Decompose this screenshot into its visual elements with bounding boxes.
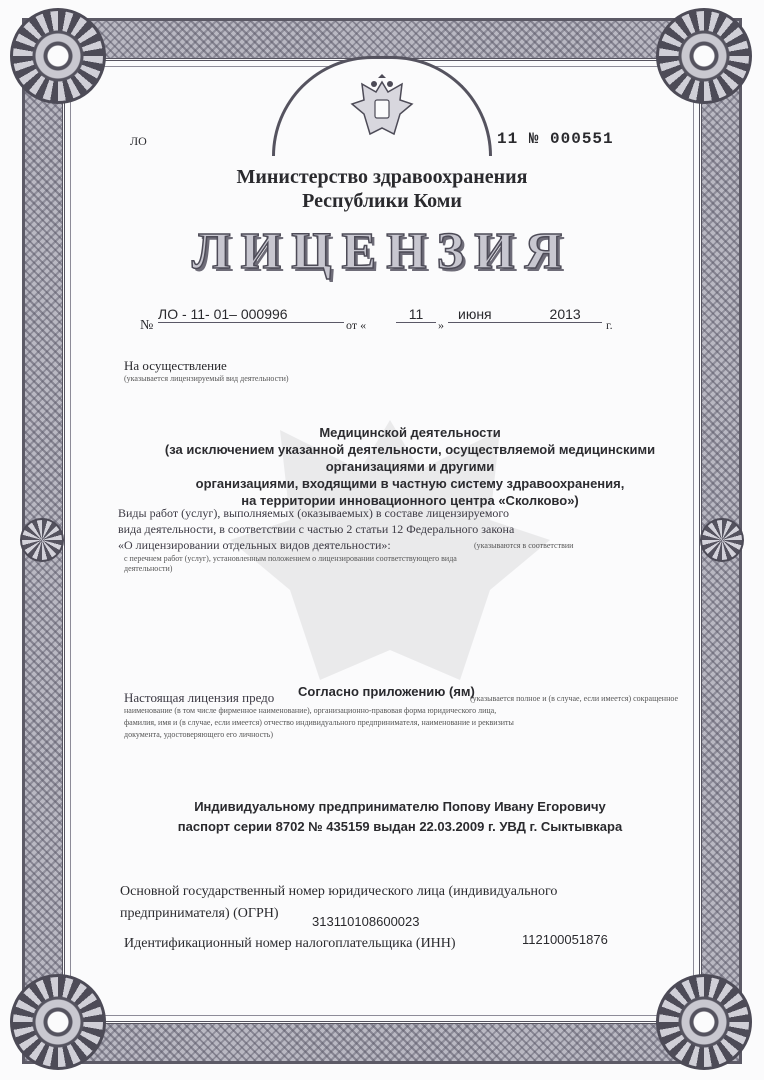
works-line2: вида деятельности, в соответствии с частью 2 статьи 12 Федерального закона	[118, 522, 515, 536]
activity-line: Медицинской деятельности	[319, 425, 501, 440]
ogrn-label-line1: Основной государственный номер юридического лица (индивидуального	[120, 884, 558, 899]
appendix-reference: Согласно приложению (ям)	[298, 684, 475, 699]
number-sign: №	[140, 318, 154, 333]
activity-line: на территории инновационного центра «Сколково»)	[241, 493, 579, 508]
license-year: 2013	[549, 306, 581, 322]
ogrn-label-line2: предпринимателя) (ОГРН)	[120, 906, 279, 921]
holder-passport: паспорт серии 8702 № 435159 выдан 22.03.2009 г. УВД г. Сыктывкара	[177, 819, 623, 834]
ministry-name-line2: Республики Коми	[302, 190, 462, 212]
works-hint-line2: с перечнем работ (услуг), установленным положением о лицензировании соответствующего вида	[124, 554, 457, 563]
granted-hint-start: (указывается полное и (в случае, если имеется) сокращенное	[470, 694, 679, 703]
year-suffix: г.	[606, 318, 613, 332]
side-rosette-left	[20, 518, 64, 562]
blank-serial-number: 11 № 000551	[497, 130, 614, 148]
license-holder	[120, 797, 680, 837]
corner-rosette-bottom-left	[10, 974, 106, 1070]
date-quote-close: »	[438, 318, 444, 332]
license-day: 11	[396, 306, 436, 323]
activity-label-hint: (указывается лицензируемый вид деятельности)	[124, 374, 289, 383]
granted-hint-line3: фамилия, имя и (в случае, если имеется) отчество индивидуального предпринимателя, наименование и реквизиты	[124, 718, 514, 727]
works-hint-line3: деятельности)	[124, 564, 173, 573]
granted-hint-line4: документа, удостоверяющего его личность)	[124, 730, 273, 739]
corner-rosette-bottom-right	[656, 974, 752, 1070]
activity-label: На осуществление	[124, 358, 227, 373]
activity-line: организациями, входящими в частную систему здравоохранения,	[195, 476, 625, 491]
works-line3: «О лицензировании отдельных видов деятельности»:	[118, 538, 391, 552]
works-line1: Виды работ (услуг), выполняемых (оказываемых) в составе лицензируемого	[118, 506, 510, 520]
coat-of-arms-icon	[344, 74, 420, 144]
date-from-label: от «	[346, 318, 367, 332]
ministry-name-line1: Министерство здравоохранения	[236, 166, 528, 188]
activity-line: (за исключением указанной деятельности, осуществляемой медицинскими	[164, 442, 656, 457]
document-title: ЛИЦЕНЗИЯ	[191, 223, 573, 280]
granted-hint-line2: наименование (в том числе фирменное наименование), организационно-правовая форма юридического лица,	[124, 706, 497, 715]
license-month-year	[448, 306, 602, 323]
corner-rosette-top-right	[656, 8, 752, 104]
series-prefix: ЛО	[130, 134, 147, 148]
works-hint-start: (указываются в соответствии	[474, 541, 574, 550]
license-number: ЛО - 11- 01– 000996	[158, 306, 344, 323]
inn-label: Идентификационный номер налогоплательщика (ИНН)	[124, 936, 456, 951]
ogrn-value: 313110108600023	[312, 914, 420, 929]
activity-line: организациями и другими	[325, 459, 495, 474]
side-rosette-right	[700, 518, 744, 562]
activity-description	[130, 424, 690, 509]
corner-rosette-top-left	[10, 8, 106, 104]
inn-value: 112100051876	[522, 932, 608, 947]
holder-name: Индивидуальному предпринимателю Попову Ивану Егоровичу	[194, 799, 606, 814]
license-month: июня	[458, 306, 492, 322]
granted-label: Настоящая лицензия предо	[124, 690, 275, 705]
